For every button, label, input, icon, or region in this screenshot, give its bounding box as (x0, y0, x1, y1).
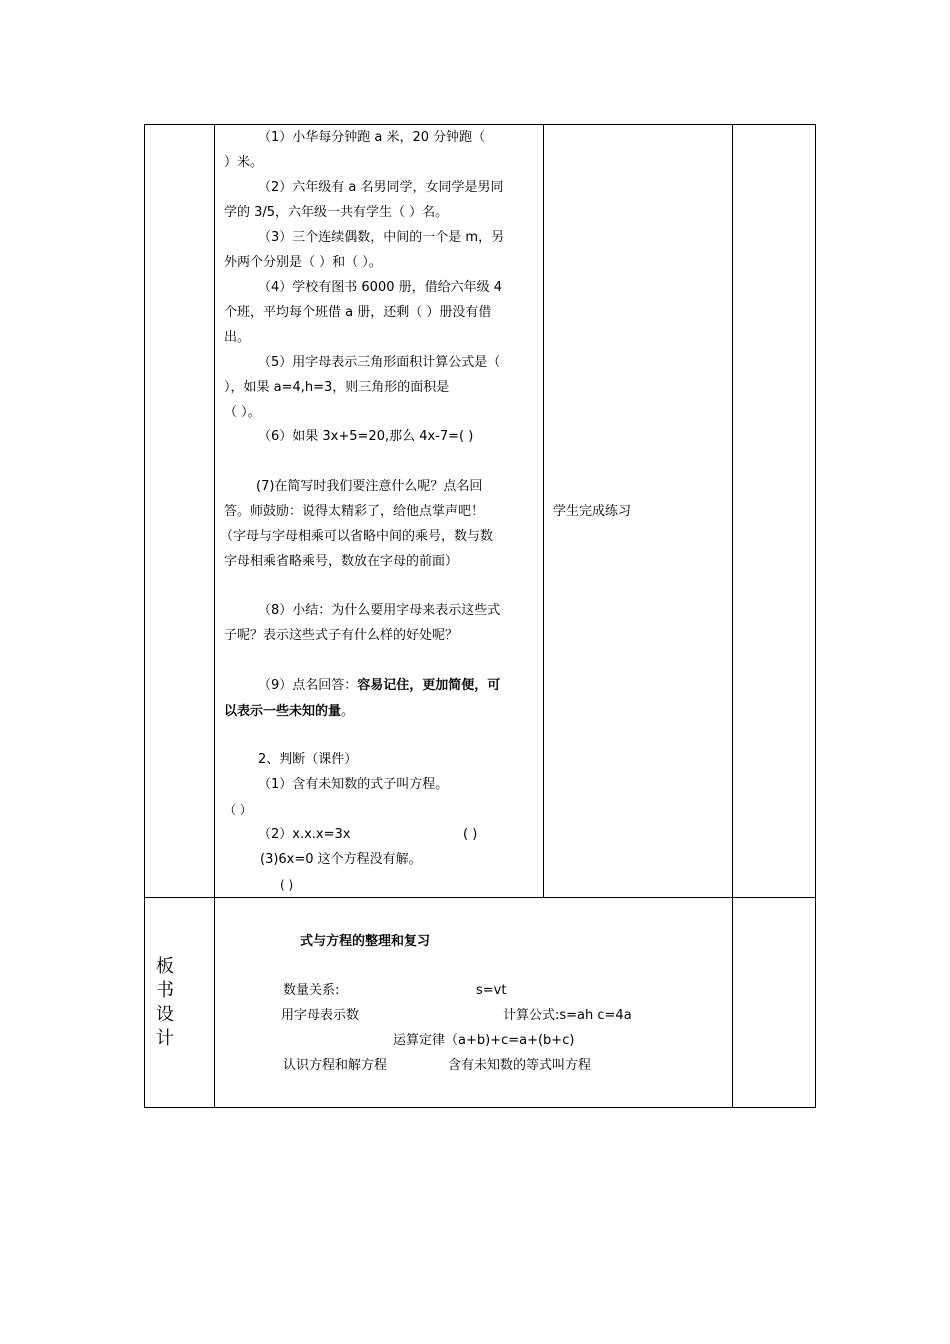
q9-end: 。 (341, 704, 355, 719)
table-col-divider-2 (543, 124, 544, 898)
q7-line-2: 答。师鼓励：说得太精彩了，给他点掌声吧！ (224, 504, 485, 519)
board-quantity-formula: s=vt (476, 983, 507, 998)
judge-1-line-1: （1）含有未知数的式子叫方程。 (258, 777, 449, 792)
q7-line-4: 字母相乘省略乘号，数放在字母的前面） (224, 554, 459, 569)
q2-line-1: （2）六年级有 a 名男同学，女同学是男同 (258, 180, 504, 195)
board-equation-definition: 含有未知数的等式叫方程 (448, 1058, 592, 1073)
q4-line-2: 个班，平均每个班借 a 册，还剩（ ）册没有借 (224, 305, 492, 320)
judge-2-line-1: （2）x.x.x=3x (258, 827, 351, 842)
q8-line-2: 子呢？表示这些式子有什么样的好处呢？ (224, 628, 459, 643)
judge-3-line-1: (3)6x=0 这个方程没有解。 (260, 852, 422, 867)
q4-line-3: 出。 (224, 330, 251, 345)
board-title: 式与方程的整理和复习 (300, 934, 431, 949)
q9-prefix: （9）点名回答： (258, 678, 358, 693)
table-row-divider (144, 897, 816, 898)
q5-line-1: （5）用字母表示三角形面积计算公式是（ (258, 355, 501, 370)
table-left-border (144, 124, 145, 1108)
table-top-border (144, 124, 816, 125)
board-design-label (150, 955, 180, 1051)
q8-line-1: （8）小结：为什么要用字母来表示这些式 (258, 603, 501, 618)
q9-answer-part-2: 以表示一些未知的量 (224, 704, 342, 719)
board-label-char-1: 板 (156, 956, 174, 977)
q7-line-1: (7)在简写时我们要注意什么呢？点名回 (256, 479, 483, 494)
q9-answer-part-1: 容易记住，更加简便，可 (357, 678, 501, 693)
table-col-divider-3 (732, 124, 733, 1108)
q5-line-3: （ ）。 (224, 405, 261, 420)
board-law-label: 运算定律（a+b)+c=a+(b+c) (393, 1033, 575, 1048)
board-formula-label: 计算公式:s=ah c=4a (503, 1008, 632, 1023)
judge-1-line-2: （ ） (224, 803, 252, 817)
board-label-char-3: 设 (156, 1004, 174, 1025)
q6-line-1: （6）如果 3x+5=20,那么 4x-7=( ) (258, 429, 474, 444)
q9-line-1 (258, 678, 500, 694)
board-letters-label: 用字母表示数 (281, 1008, 360, 1023)
q1-line-2: ）米。 (224, 155, 264, 170)
q3-line-2: 外两个分别是（ ）和（ ）。 (224, 255, 382, 270)
board-label-char-4: 计 (156, 1028, 174, 1049)
board-label-char-2: 书 (156, 980, 174, 1001)
q3-line-1: （3）三个连续偶数，中间的一个是 m，另 (258, 230, 505, 245)
judge-2-paren: ( ) (463, 827, 478, 842)
table-bottom-border (144, 1107, 816, 1108)
board-quantity-label: 数量关系: (283, 983, 340, 998)
table-col-divider-1 (214, 124, 215, 1108)
judge-3-line-2: ( ) (280, 878, 294, 892)
board-equation-label: 认识方程和解方程 (283, 1058, 388, 1073)
q7-line-3: （字母与字母相乘可以省略中间的乘号，数与数 (220, 529, 494, 544)
q5-line-2: ），如果 a=4,h=3，则三角形的面积是 (224, 380, 450, 395)
q2-line-2: 学的 3/5，六年级一共有学生（ ）名。 (224, 205, 449, 220)
q9-line-2 (224, 704, 354, 720)
student-activity: 学生完成练习 (553, 504, 632, 519)
judge-section-title: 2、判断（课件） (258, 752, 358, 767)
table-right-border (815, 124, 816, 1108)
q4-line-1: （4）学校有图书 6000 册，借给六年级 4 (258, 280, 503, 295)
q1-line-1: （1）小华每分钟跑 a 米，20 分钟跑（ (258, 130, 486, 145)
